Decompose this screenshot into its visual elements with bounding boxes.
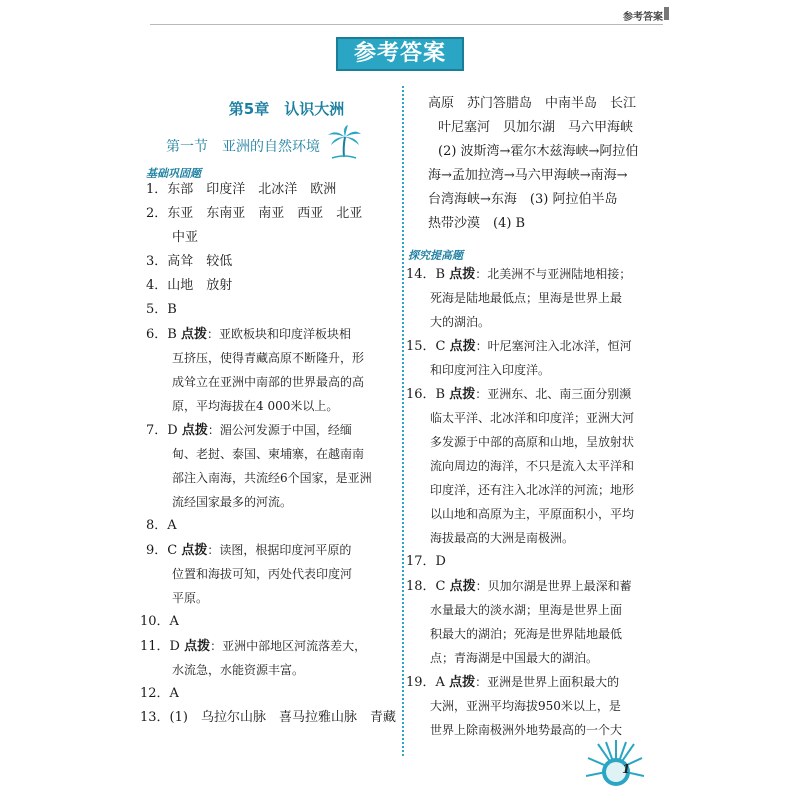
- hint-text: 平原。: [172, 591, 209, 605]
- hint-text: 水量最大的淡水湖；里海是世界上面: [430, 603, 623, 617]
- column-divider: [402, 86, 404, 756]
- hint-label: 点拨: [449, 387, 476, 402]
- answer-line: [406, 266, 631, 283]
- page-title-banner: 参考答案: [336, 37, 464, 71]
- answer-line: [146, 326, 351, 343]
- answer-number: 7．D: [146, 423, 178, 438]
- answer-number: 18．C: [406, 579, 446, 594]
- answer-line: [406, 578, 632, 595]
- chapter-title: 第5章 认识大洲: [228, 100, 345, 118]
- hint-text: 以山地和高原为主，平原面积小，平均: [430, 507, 635, 521]
- hint-label: 点拨: [181, 423, 208, 438]
- answer-line: [406, 386, 631, 403]
- page-number: 1: [622, 762, 631, 776]
- answer-number: 11．D: [140, 639, 180, 654]
- answer-number: 19．A: [406, 675, 445, 690]
- answer-line: 1．东部 印度洋 北冰洋 欧洲: [146, 182, 337, 197]
- answer-line: 5．B: [146, 302, 177, 317]
- header-rule: [150, 24, 663, 25]
- answer-line: 13．(1) 乌拉尔山脉 喜马拉雅山脉 青藏: [140, 710, 396, 725]
- hint-text: ：亚洲东、北、南三面分别濒: [475, 387, 632, 401]
- hint-label: 点拨: [449, 267, 476, 282]
- hint-label: 点拨: [184, 639, 211, 654]
- hint-label: 点拨: [180, 327, 207, 342]
- answer-line: [146, 422, 352, 439]
- category-advanced: 探究提高题: [408, 249, 463, 262]
- hint-text: ：北美洲不与亚洲陆地相接；: [475, 267, 632, 281]
- hint-text: 流经国家最多的河流。: [172, 495, 293, 509]
- answer-line: 12．A: [140, 686, 179, 701]
- page: [138, 0, 663, 800]
- hint-text: 大的湖泊。: [430, 315, 491, 329]
- answer-line: 4．山地 放射: [146, 278, 233, 293]
- hint-text: ：读图，根据印度河平原的: [207, 543, 352, 557]
- palm-tree-icon: [326, 125, 362, 159]
- hint-label: 点拨: [449, 675, 476, 690]
- answer-line: [140, 638, 366, 655]
- answer-number: 6．B: [146, 327, 177, 342]
- hint-text: 大洲，亚洲平均海拔950米以上，是: [430, 699, 621, 713]
- hint-label: 点拨: [449, 579, 476, 594]
- answer-line: 高原 苏门答腊岛 中南半岛 长江: [428, 96, 637, 111]
- answer-line: 热带沙漠 (4) B: [428, 216, 526, 231]
- hint-text: 印度洋，还有注入北冰洋的河流；地形: [430, 483, 635, 497]
- answer-line: [406, 674, 619, 691]
- hint-label: 点拨: [449, 339, 476, 354]
- hint-text: ：亚欧板块和印度洋板块相: [206, 327, 351, 341]
- hint-text: 甸、老挝、泰国、柬埔寨，在越南南: [172, 447, 365, 461]
- hint-text: ：贝加尔湖是世界上最深和蓄: [475, 579, 632, 593]
- hint-text: 成耸立在亚洲中南部的世界最高的高: [172, 375, 365, 389]
- answer-line: 10．A: [140, 614, 179, 629]
- answer-line: 8．A: [146, 518, 177, 533]
- answer-line: 3．高耸 较低: [146, 254, 233, 269]
- answer-line: 中亚: [172, 230, 199, 245]
- hint-text: ：亚洲是世界上面积最大的: [475, 675, 620, 689]
- answer-line: 台湾海峡→东海 (3) 阿拉伯半岛: [428, 192, 618, 207]
- hint-text: ：湄公河发源于中国，经缅: [207, 423, 352, 437]
- page-number-sunburst-icon: [586, 736, 644, 794]
- hint-text: 死海是陆地最低点；里海是世界上最: [430, 291, 623, 305]
- answer-line: 17．D: [406, 554, 446, 569]
- hint-text: 位置和海拔可知，丙处代表印度河: [172, 567, 353, 581]
- section-title: 第一节 亚洲的自然环境: [166, 139, 320, 155]
- hint-text: 多发源于中部的高原和山地，呈放射状: [430, 435, 635, 449]
- answer-number: 9．C: [146, 543, 178, 558]
- header-label: 参考答案: [623, 12, 663, 23]
- hint-text: ：亚洲中部地区河流落差大，: [210, 639, 367, 653]
- answer-number: 16．B: [406, 387, 446, 402]
- category-basic: 基础巩固题: [146, 167, 201, 180]
- hint-text: 和印度河注入印度洋。: [430, 363, 551, 377]
- hint-text: 流向周边的海洋，不只是流入太平洋和: [430, 459, 635, 473]
- hint-text: 水流急，水能资源丰富。: [172, 663, 305, 677]
- header-tab-marker: [664, 7, 669, 20]
- answer-line: 2．东亚 东南亚 南亚 西亚 北亚: [146, 206, 363, 221]
- hint-text: 世界上除南极洲外地势最高的一个大: [430, 723, 623, 737]
- hint-text: ：叶尼塞河注入北冰洋，恒河: [475, 339, 632, 353]
- hint-text: 部注入南海，共流经6个国家，是亚洲: [172, 471, 372, 485]
- hint-text: 临太平洋、北冰洋和印度洋；亚洲大河: [430, 411, 635, 425]
- hint-text: 点；青海湖是中国最大的湖泊。: [430, 651, 599, 665]
- hint-text: 海拔最高的大洲是南极洲。: [430, 531, 575, 545]
- hint-label: 点拨: [181, 543, 208, 558]
- answer-line: [146, 542, 351, 559]
- answer-number: 14．B: [406, 267, 446, 282]
- answer-line: 叶尼塞河 贝加尔湖 马六甲海峡: [438, 120, 634, 135]
- answer-line: 海→孟加拉湾→马六甲海峡→南海→: [428, 168, 628, 183]
- hint-text: 积最大的湖泊；死海是世界陆地最低: [430, 627, 623, 641]
- hint-text: 原，平均海拔在4 000米以上。: [172, 399, 339, 413]
- answer-line: (2) 波斯湾→霍尔木兹海峡→阿拉伯: [438, 144, 639, 159]
- page-header: [138, 0, 663, 32]
- answer-number: 15．C: [406, 339, 446, 354]
- hint-text: 互挤压，使得青藏高原不断隆升，形: [172, 351, 365, 365]
- answer-line: [406, 338, 632, 355]
